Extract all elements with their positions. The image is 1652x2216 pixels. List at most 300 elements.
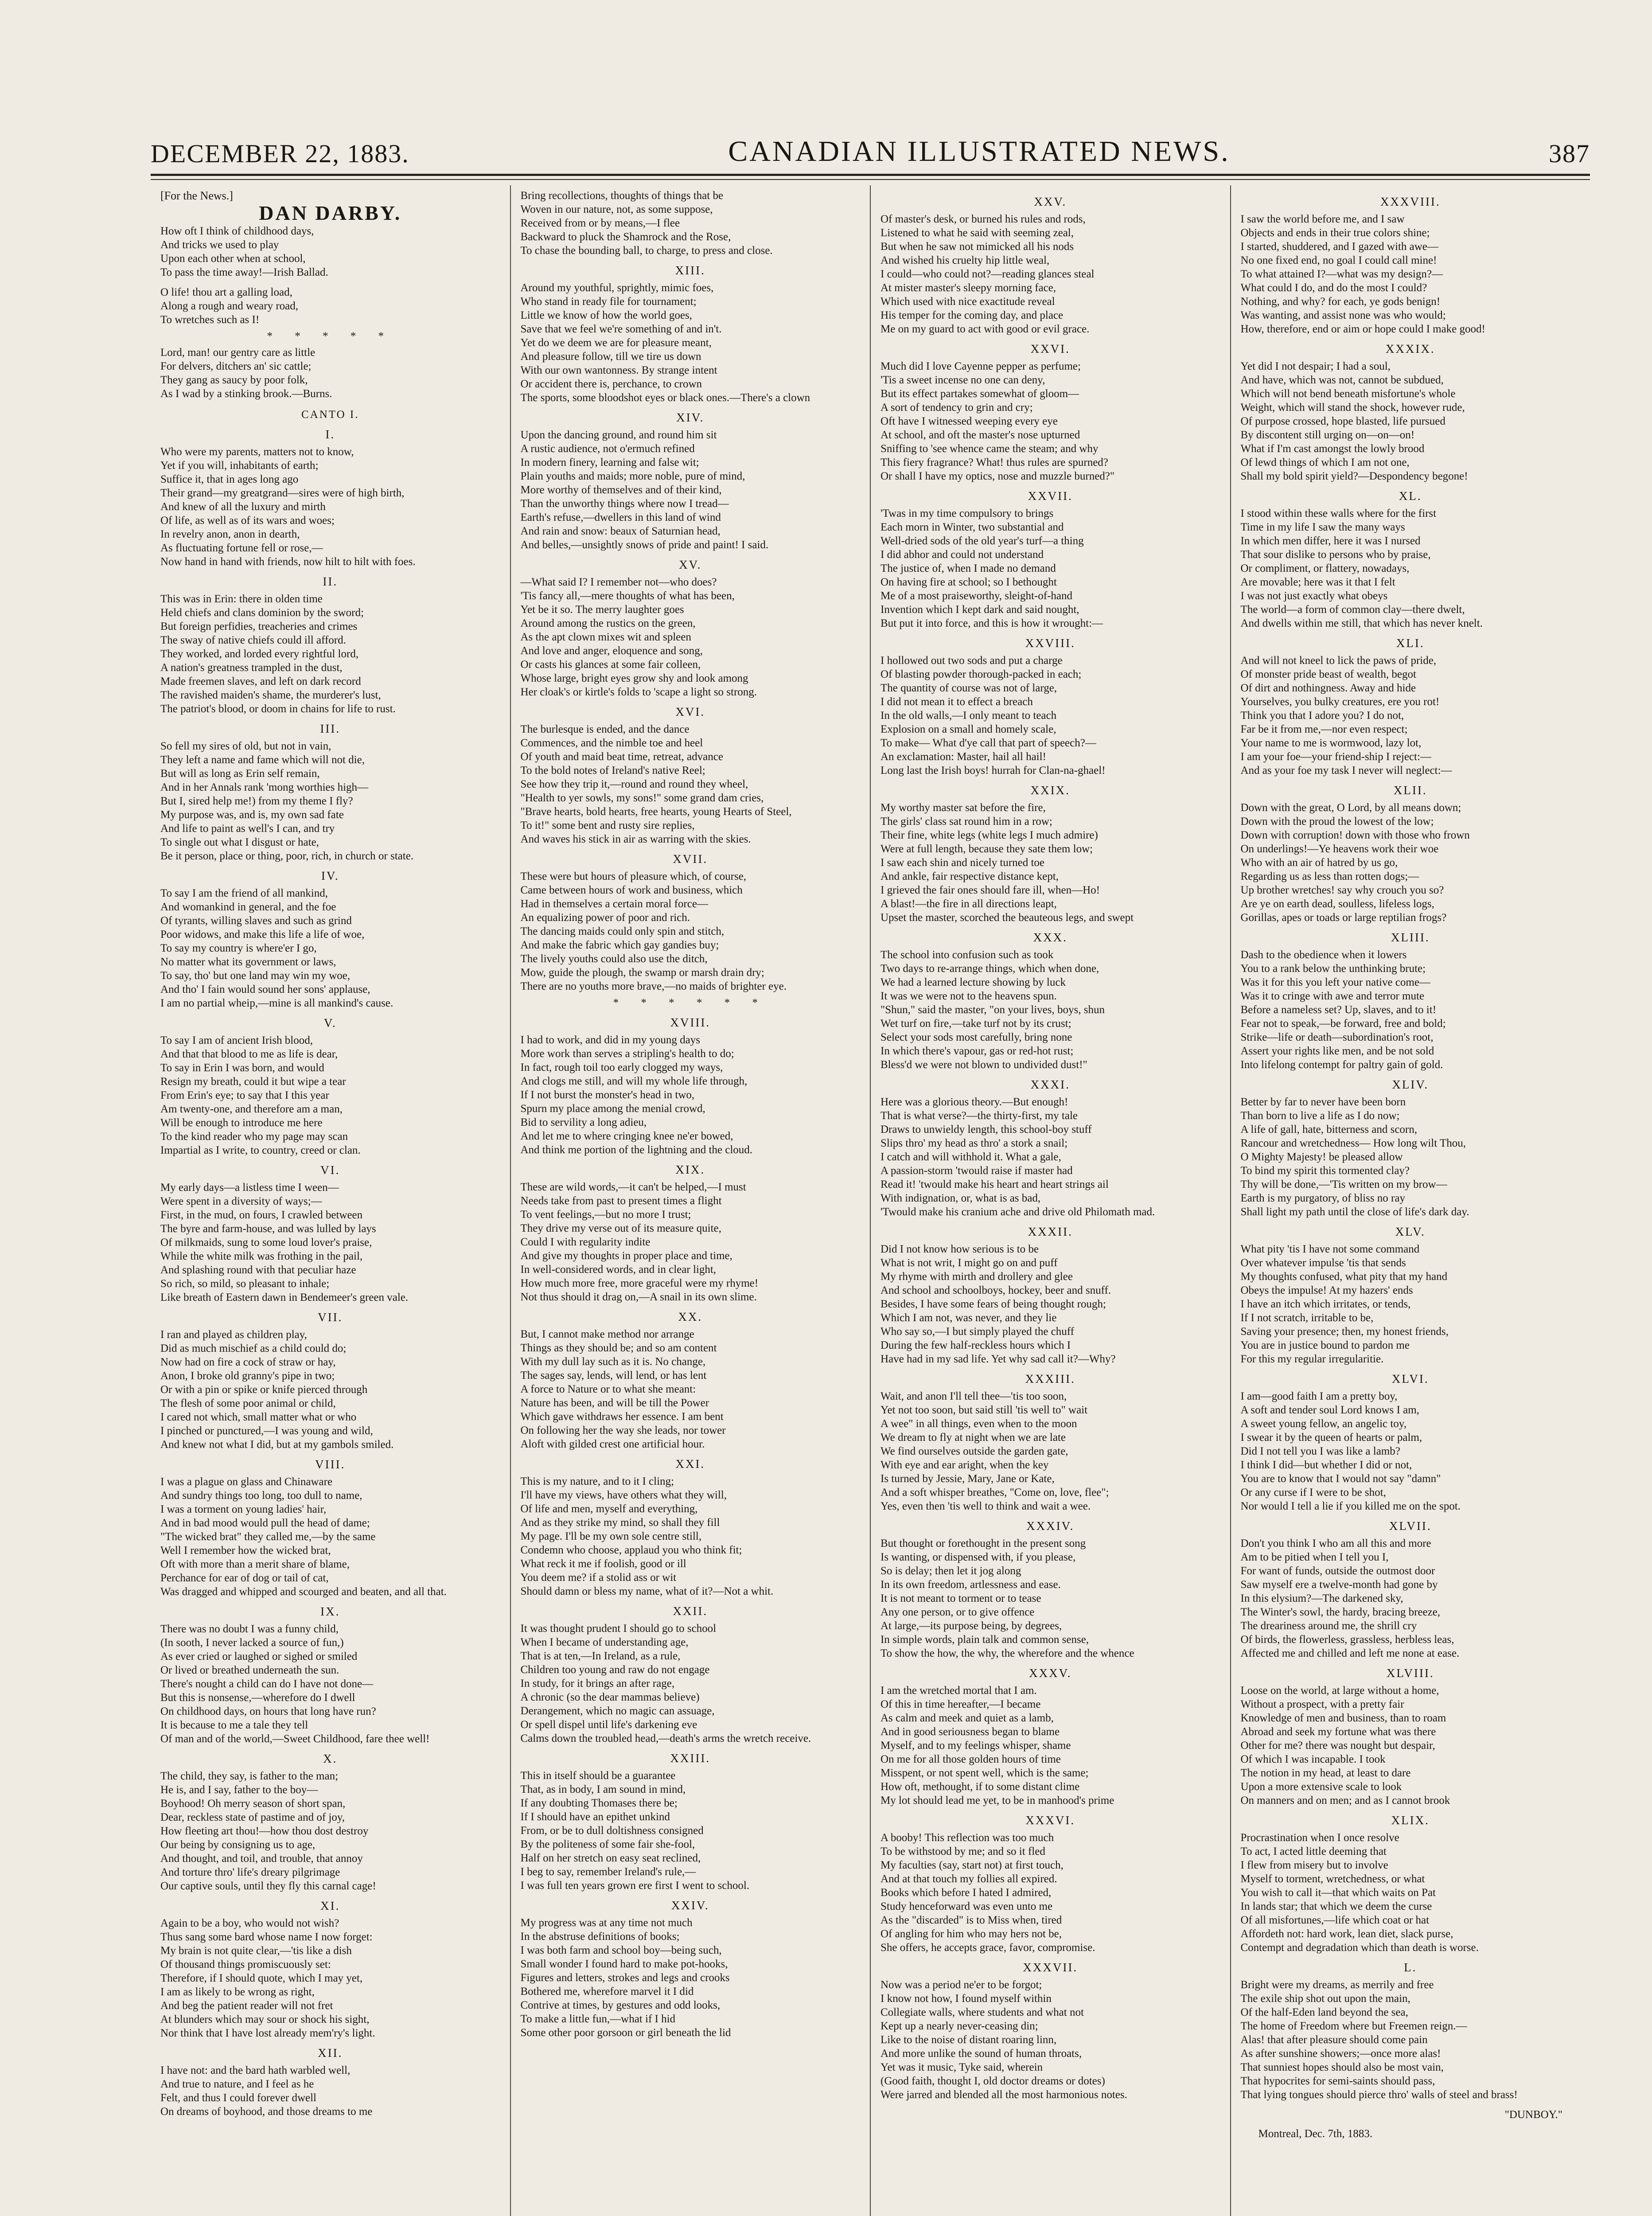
stanza-number: XXXIII. (1025, 1372, 1075, 1385)
verse-line: Half on her stretch on easy seat reclined, (520, 1852, 701, 1864)
text-columns (151, 185, 1590, 2216)
verse-line: Wet turf on fire,—take turf not by its crust; (881, 1018, 1071, 1030)
verse-line: Yet not too soon, but said still 'tis well to" wait (881, 1404, 1088, 1416)
verse-line: It was we were not to the heavens spun. (881, 990, 1057, 1002)
verse-line: Backward to pluck the Shamrock and the Rose, (520, 231, 731, 243)
verse-line: Were at full length, because they sate them low; (881, 843, 1093, 855)
verse-line: And pleasure follow, till we tire us down (520, 351, 701, 363)
verse-line: At mister master's sleepy morning face, (881, 282, 1056, 294)
verse-line: Nor would I tell a lie if you killed me on the spot. (1240, 1500, 1461, 1512)
stanza-number: XXXVIII. (1380, 195, 1441, 208)
stanza-number: XXIII. (670, 1752, 711, 1765)
verse-line: A soft and tender soul Lord knows I am, (1240, 1404, 1419, 1416)
verse-line: The Winter's sowl, the hardy, bracing breeze, (1240, 1606, 1441, 1618)
verse-line: I was full ten years grown ere first I went to school. (520, 1880, 750, 1892)
verse-line: Nor think that I have lost already mem'ry's light. (160, 2027, 375, 2039)
verse-line: I saw the world before me, and I saw (1240, 213, 1405, 225)
verse-line: The dreariness around me, the shrill cry (1240, 1620, 1417, 1632)
verse-line: And have, which was not, cannot be subdued, (1240, 374, 1444, 386)
verse-line: What pity 'tis I have not some command (1240, 1243, 1420, 1255)
verse-line: Will be enough to introduce me here (160, 1117, 323, 1129)
verse-line: Around among the rustics on the green, (520, 617, 696, 629)
verse-line: Like to the noise of distant roaring linn, (881, 2034, 1057, 2046)
verse-line: Upset the master, scorched the beauteous legs, and swept (881, 912, 1134, 924)
verse-line: Am twenty-one, and therefore am a man, (160, 1103, 343, 1115)
verse-line: And torture thro' life's dreary pilgrimage (160, 1866, 340, 1878)
verse-line: Nothing, and why? for each, ye gods benign! (1240, 296, 1441, 308)
stanza-number: II. (323, 575, 338, 588)
stanza-number: XXXIX. (1385, 342, 1435, 355)
verse-line: The exile ship shot out upon the main, (1240, 1993, 1410, 2005)
verse-line: They worked, and lorded every rightful lord, (160, 648, 359, 660)
verse-line: Had in themselves a certain moral force— (520, 898, 708, 910)
verse-line: And clogs me still, and will my whole life through, (520, 1075, 748, 1087)
verse-line: At large,—its purpose being, by degrees, (881, 1620, 1062, 1632)
verse-line: That sunniest hopes should also be most vain, (1240, 2061, 1444, 2073)
verse-line: To what attained I?—what was my design?— (1240, 268, 1443, 280)
verse-line: Felt, and thus I could forever dwell (160, 2092, 316, 2104)
issue-date: DECEMBER 22, 1883. (151, 139, 409, 168)
verse-line: To show the how, the why, the wherefore and the whence (881, 1647, 1134, 1659)
verse-line: I am as likely to be wrong as right, (160, 1986, 315, 1998)
verse-line: Save that we feel we're something of and in't. (520, 323, 722, 335)
verse-line: I have not: and the bard hath warbled well, (160, 2064, 351, 2076)
verse-line: You to a rank below the unthinking brute; (1240, 963, 1426, 975)
verse-line: Upon each other when at school, (160, 253, 306, 265)
verse-line: A sweet young fellow, an angelic toy, (1240, 1418, 1407, 1430)
verse-line: As the apt clown mixes wit and spleen (520, 631, 691, 643)
verse-line: Not thus should it drag on,—A snail in its own slime. (520, 1291, 757, 1303)
verse-line: Or shall I have my optics, nose and muzzle burned?" (881, 470, 1115, 482)
verse-line: An exclamation: Master, hail all hail! (881, 751, 1046, 763)
verse-line: A blast!—the fire in all directions leapt, (881, 898, 1057, 910)
verse-line: I catch and will withhold it. What a gale, (881, 1151, 1061, 1163)
verse-line: And knew of all the luxury and mirth (160, 501, 326, 513)
verse-line: To it!" some bent and rusty sire replies, (520, 819, 695, 831)
verse-line: Listened to what he said with seeming zeal, (881, 227, 1074, 239)
verse-line: On me for all those golden hours of time (881, 1753, 1061, 1765)
verse-line: At school, and oft the master's nose upturned (881, 429, 1080, 441)
stanza-number: XLIV. (1392, 1078, 1429, 1091)
stanza-number: III. (320, 722, 341, 735)
verse-line: On following her the way she leads, nor tower (520, 1424, 726, 1436)
stanza-number: VIII. (315, 1458, 346, 1471)
verse-line: Mow, guide the plough, the swamp or marsh drain dry; (520, 967, 764, 979)
stanza-number: XX. (678, 1310, 703, 1323)
verse-line: For this my regular irregularitie. (1240, 1353, 1384, 1365)
verse-line: And sundry things too long, too dull to name, (160, 1490, 362, 1502)
verse-line: Did as much mischief as a child could do; (160, 1342, 347, 1354)
verse-line: Besides, I have some fears of being thought rough; (881, 1298, 1106, 1310)
verse-line: That is what verse?—the thirty-first, my tale (881, 1110, 1078, 1122)
verse-line: Of master's desk, or burned his rules and rods, (881, 213, 1086, 225)
verse-line: And love and anger, eloquence and song, (520, 645, 703, 657)
verse-line: So is delay; then let it jog along (881, 1565, 1021, 1577)
verse-line: A rustic audience, not o'ermuch refined (520, 443, 695, 455)
verse-line: In this elysium?—The darkened sky, (1240, 1592, 1403, 1604)
verse-line: Me on my guard to act with good or evil grace. (881, 323, 1090, 335)
verse-line: By discontent still urging on—on—on! (1240, 429, 1415, 441)
verse-line: They drive my verse out of its measure quite, (520, 1222, 721, 1234)
verse-line: Sniffing to 'see whence came the steam; and why (881, 443, 1099, 455)
verse-line: Of this in time hereafter,—I became (881, 1698, 1041, 1710)
verse-line: Anon, I broke old granny's pipe in two; (160, 1370, 335, 1382)
verse-line: Yet do we deem we are for pleasure meant, (520, 337, 712, 349)
verse-line: My worthy master sat before the fire, (881, 802, 1046, 814)
verse-line: Woven in our nature, not, as some suppose, (520, 203, 713, 215)
verse-line: The dancing maids could only spin and stitch, (520, 925, 725, 937)
verse-line: Was wanting, and assist none was who would; (1240, 309, 1446, 321)
verse-line: Oft have I witnessed weeping every eye (881, 415, 1058, 427)
stanza-number: XLI. (1396, 636, 1425, 650)
verse-line: Books which before I hated I admired, (881, 1887, 1052, 1899)
verse-line: Down with the proud the lowest of the low; (1240, 815, 1434, 827)
stanza-number: XLIX. (1391, 1814, 1430, 1827)
stanza-number: XXII. (673, 1604, 708, 1618)
verse-line: Commences, and the nimble toe and heel (520, 737, 703, 749)
verse-line: To say I am of ancient Irish blood, (160, 1034, 313, 1046)
verse-line: This is my nature, and to it I cling; (520, 1475, 674, 1487)
verse-line: Select your sods most carefully, bring none (881, 1031, 1072, 1043)
verse-line: I have an itch which irritates, or tends, (1240, 1298, 1411, 1310)
verse-line: Did I not know how serious is to be (881, 1243, 1039, 1255)
verse-line: Were jarred and blended all the most harmonious notes. (881, 2089, 1127, 2101)
verse-line: Or accident there is, perchance, to crown (520, 378, 702, 390)
verse-line: My lot should lead me yet, to be in manhood's prime (881, 1795, 1114, 1806)
verse-line: Regarding us as less than rotten dogs;— (1240, 870, 1419, 882)
verse-line: Received from or by means,—I flee (520, 217, 680, 229)
verse-line: The justice of, when I made no demand (881, 562, 1056, 574)
verse-line: What if I'm cast amongst the lowly brood (1240, 443, 1425, 455)
verse-line: I beg to say, remember Ireland's rule,— (520, 1866, 696, 1878)
verse-line: This was in Erin: there in olden time (160, 593, 323, 605)
verse-line: We find ourselves outside the garden gate, (881, 1445, 1068, 1457)
verse-line: Fear not to speak,—be forward, free and bold; (1240, 1018, 1446, 1030)
verse-line: First, in the mud, on fours, I crawled between (160, 1209, 363, 1221)
verse-line: And wished his cruelty hip little weal, (881, 254, 1050, 266)
stanza-number: XXXI. (1030, 1078, 1070, 1091)
verse-line: And life to paint as well's I can, and try (160, 823, 335, 835)
verse-line: On dreams of boyhood, and those dreams to me (160, 2106, 373, 2118)
verse-line: And that that blood to me as life is dear, (160, 1048, 338, 1060)
verse-line: That is at ten,—In Ireland, as a rule, (520, 1650, 681, 1662)
stanza-number: XXI. (675, 1457, 705, 1471)
verse-line: Far be it from me,—nor even respect; (1240, 723, 1408, 735)
verse-line: To be withstood by me; and so it fled (881, 1845, 1045, 1857)
verse-line: I was both farm and school boy—being such, (520, 1944, 722, 1956)
stanza-number: XXVIII. (1025, 636, 1075, 650)
verse-line: Things as they should be; and so am content (520, 1342, 717, 1354)
verse-line: The byre and farm-house, and was lulled by lays (160, 1223, 376, 1235)
verse-line: I did not mean it to effect a breach (881, 696, 1033, 708)
verse-line: Suffice it, that in ages long ago (160, 473, 299, 485)
verse-line: Who say so,—I but simply played the chuff (881, 1326, 1074, 1338)
verse-line: What reck it me if foolish, good or ill (520, 1558, 686, 1570)
verse-line: With my dull lay such as it is. No change, (520, 1356, 706, 1368)
verse-line: For want of funds, outside the outmost door (1240, 1565, 1435, 1577)
stanza-number: XXIX. (1030, 784, 1070, 797)
verse-line: They gang as saucy by poor folk, (160, 374, 308, 386)
stanza-number: XLII. (1393, 784, 1427, 797)
stanza-number: IX. (320, 1605, 340, 1618)
verse-line: As after sunshine showers;—once more alas! (1240, 2048, 1441, 2060)
verse-line: The world—a form of common clay—there dwelt, (1240, 604, 1465, 616)
verse-line: Better by far to never have been born (1240, 1096, 1406, 1108)
verse-line: Is turned by Jessie, Mary, Jane or Kate, (881, 1473, 1055, 1485)
verse-line: Or any curse if I were to be shot, (1240, 1486, 1386, 1498)
stanza-number: IV. (321, 869, 339, 882)
verse-line: My progress was at any time not much (520, 1917, 693, 1929)
verse-line: "Health to yer sowls, my sons!" some grand dam cries, (520, 792, 764, 804)
verse-line: Any one person, or to give offence (881, 1606, 1035, 1618)
verse-line: There are no youths more brave,—no maids of brighter eye. (520, 980, 787, 992)
stanza-number: V. (323, 1016, 337, 1030)
verse-line: But, I cannot make method nor arrange (520, 1328, 694, 1340)
stanza-number: X. (323, 1752, 338, 1765)
verse-line: I did abhor and could not understand (881, 549, 1044, 561)
verse-line: Around my youthful, sprightly, mimic foes, (520, 282, 714, 294)
verse-line: Gorillas, apes or toads or large reptilian frogs? (1240, 912, 1447, 924)
verse-line: That sour dislike to persons who by praise, (1240, 549, 1431, 561)
column-4 (1230, 185, 1590, 2216)
verse-line: Upon the dancing ground, and round him sit (520, 429, 717, 441)
verse-line: Should damn or bless my name, what of it?—Not a whit. (520, 1585, 774, 1597)
verse-line: In the old walls,—I only meant to teach (881, 710, 1057, 722)
stanza-number: XI. (320, 1899, 340, 1912)
verse-line: And in bad mood would pull the head of dame; (160, 1517, 370, 1529)
verse-line: Boyhood! Oh merry season of short span, (160, 1798, 346, 1810)
author-signature: "DUNBOY." (1504, 2109, 1562, 2121)
verse-line: The quantity of course was not of large, (881, 682, 1057, 694)
verse-line: And dwells within me still, that which has never knelt. (1240, 617, 1483, 629)
verse-line: I could—who could not?—reading glances steal (881, 268, 1095, 280)
verse-line: The girls' class sat round him in a row; (881, 815, 1052, 827)
verse-line: And will not kneel to lick the paws of pride, (1240, 655, 1437, 667)
verse-line: Impartial as I write, to country, creed or clan. (160, 1144, 361, 1156)
verse-line: Bothered me, wherefore marvel it I did (520, 1986, 694, 1998)
verse-line: Alas! that after pleasure should come pain (1240, 2034, 1428, 2046)
verse-line: Bid to servility a long adieu, (520, 1116, 647, 1128)
verse-line: I ran and played as children play, (160, 1329, 307, 1341)
verse-line: On having fire at school; so I bethought (881, 576, 1057, 588)
verse-line: My purpose was, and is, my own sad fate (160, 809, 344, 821)
verse-line: More work than serves a stripling's health to do; (520, 1048, 734, 1060)
header-rule-thin (151, 179, 1590, 180)
verse-line: With indignation, or, what is as bad, (881, 1192, 1041, 1204)
verse-line: Perchance for ear of dog or tail of cat, (160, 1572, 329, 1584)
verse-line: And think me portion of the lightning and the cloud. (520, 1144, 753, 1156)
verse-line: Or lived or breathed underneath the sun. (160, 1664, 339, 1676)
verse-line: In fact, rough toil too early clogged my ways, (520, 1061, 723, 1073)
verse-line: Or casts his glances at some fair colleen, (520, 659, 701, 671)
verse-line: To vent feelings,—but no more I trust; (520, 1209, 691, 1221)
verse-line: For delvers, ditchers an' sic cattle; (160, 360, 312, 372)
verse-line: There's nought a child can do I have not done— (160, 1678, 374, 1690)
verse-line: Thus sang some bard whose name I now forget: (160, 1931, 373, 1943)
verse-line: Or with a pin or spike or knife pierced through (160, 1384, 368, 1396)
poem-title: DAN DARBY. (259, 202, 402, 224)
verse-line: If I not scratch, irritable to be, (1240, 1312, 1374, 1324)
verse-line: It is because to me a tale they tell (160, 1719, 308, 1731)
verse-line: Of man and of the world,—Sweet Childhood, fare thee well! (160, 1733, 430, 1745)
verse-line: To wretches such as I! (160, 314, 260, 326)
stanza-number: XII. (318, 2046, 343, 2060)
stanza-number: L. (1404, 1961, 1417, 1974)
verse-line: At blunders which may sour or shock his sight, (160, 2013, 370, 2025)
verse-line: Than born to live a life as I do now; (1240, 1110, 1400, 1122)
verse-line: What could I do, and do the most I could? (1240, 282, 1427, 294)
verse-line: As I wad by a stinking brook.—Burns. (160, 388, 332, 400)
stanza-number: XLIII. (1391, 931, 1430, 944)
verse-line: Could I with regularity indite (520, 1236, 651, 1248)
verse-line: And let me to where cringing knee ne'er bowed, (520, 1130, 733, 1142)
verse-line: To chase the bounding ball, to charge, to press and close. (520, 245, 773, 257)
verse-line: Yet did I not despair; I had a soul, (1240, 360, 1391, 372)
verse-line: Yes, even then 'tis well to think and wait a wee. (881, 1500, 1091, 1512)
verse-line: When I became of understanding age, (520, 1636, 689, 1648)
stanza-number: XLVIII. (1386, 1666, 1434, 1680)
verse-line: I hollowed out two sods and put a charge (881, 655, 1063, 667)
verse-line: How much more free, more graceful were my rhyme! (520, 1277, 759, 1289)
verse-line: I am—good faith I am a pretty boy, (1240, 1390, 1398, 1402)
verse-line: Like breath of Eastern dawn in Bendemeer's green vale. (160, 1291, 409, 1303)
verse-line: I was not just exactly what obeys (1240, 590, 1388, 602)
verse-line: In the abstruse definitions of books; (520, 1931, 680, 1943)
verse-line: And splashing round with that peculiar haze (160, 1264, 356, 1276)
verse-line: Study henceforward was even unto me (881, 1900, 1053, 1912)
verse-line: During the few half-reckless hours which I (881, 1339, 1071, 1351)
stanza-number: XXXII. (1028, 1225, 1073, 1238)
verse-line: Of life and men, myself and everything, (520, 1503, 698, 1515)
stanza-number: XLVII. (1389, 1519, 1432, 1533)
verse-line: Now hand in hand with friends, now hilt to hilt with foes. (160, 556, 416, 568)
verse-line: His temper for the coming day, and place (881, 309, 1064, 321)
verse-line: While the white milk was frothing in the pail, (160, 1250, 363, 1262)
verse-line: And waves his stick in air as warring with the skies. (520, 833, 751, 845)
verse-line: If any doubting Thomases there be; (520, 1797, 678, 1809)
verse-line: And tho' I fain would sound her sons' applause, (160, 983, 370, 995)
verse-line: Yourselves, you bulky creatures, ere you rot! (1240, 696, 1440, 708)
verse-line: Affected me and chilled and left me none at ease. (1240, 1647, 1460, 1659)
verse-line: Our captive souls, until they fly this carnal cage! (160, 1880, 376, 1892)
verse-line: To say my country is where'er I go, (160, 942, 317, 954)
verse-line: Myself, and to my feelings whisper, shame (881, 1740, 1071, 1752)
verse-line: Of the half-Eden land beyond the sea, (1240, 2006, 1408, 2018)
stanza-number: XV. (679, 558, 702, 571)
verse-line: This fiery fragrance? What! thus rules are spurned? (881, 456, 1108, 468)
verse-line: I cared not which, small matter what or who (160, 1411, 357, 1423)
verse-line: Am to be pitied when I tell you I, (1240, 1551, 1389, 1563)
verse-line: Of tyrants, willing slaves and such as grind (160, 915, 352, 927)
verse-line: My brain is not quite clear,—'tis like a dish (160, 1945, 352, 1957)
verse-line: I pinched or punctured,—I was young and wild, (160, 1425, 373, 1437)
verse-line: Obeys the impulse! At my hazers' ends (1240, 1284, 1413, 1296)
verse-line: That hypocrites for semi-saints should pass, (1240, 2075, 1435, 2087)
verse-line: No matter what its government or laws, (160, 956, 336, 968)
verse-line: Resign my breath, could it but wipe a tear (160, 1076, 346, 1088)
verse-line: We had a learned lecture showing by luck (881, 976, 1066, 988)
verse-line: Was it for this you left your native come— (1240, 976, 1430, 988)
stanza-number: XLVI. (1391, 1372, 1429, 1385)
stanza-number: XVI. (675, 705, 705, 718)
column-3 (870, 185, 1230, 2216)
verse-line: Saving your presence; then, my honest friends, (1240, 1326, 1449, 1338)
verse-line: In lands star; that which we deem the curse (1240, 1900, 1432, 1912)
verse-line: Of which I was incapable. I took (1240, 1753, 1386, 1765)
verse-line: By the politeness of some fair she-fool, (520, 1838, 695, 1850)
verse-line: In revelry anon, anon in dearth, (160, 528, 300, 540)
verse-line: Calms down the troubled head,—death's arms the wretch receive. (520, 1732, 811, 1744)
ornament-stars: * * * * * (267, 330, 394, 342)
verse-line: In its own freedom, artlessness and ease. (881, 1579, 1061, 1591)
verse-line: Our being by consigning us to age, (160, 1839, 316, 1851)
verse-line: Was it to cringe with awe and terror mute (1240, 990, 1425, 1002)
verse-line: In which there's vapour, gas or red-hot rust; (881, 1045, 1074, 1057)
verse-line: Of angling for him who may hers not be, (881, 1928, 1062, 1940)
verse-line: I had to work, and did in my young days (520, 1034, 701, 1046)
verse-line: To say in Erin I was born, and would (160, 1062, 324, 1074)
verse-line: The flesh of some poor animal or child, (160, 1397, 336, 1409)
verse-line: Strike—life or death—subordination's root, (1240, 1031, 1434, 1043)
verse-line: Don't you think I who am all this and more (1240, 1537, 1431, 1549)
verse-line: Thy will be done,—'Tis written on my brow— (1240, 1178, 1447, 1190)
verse-line: Kept up a nearly never-ceasing din; (881, 2020, 1038, 2032)
verse-line: Of youth and maid beat time, retreat, advance (520, 751, 723, 763)
verse-line: A wee" in all things, even when to the moon (881, 1418, 1077, 1430)
verse-line: 'Twas in my time compulsory to brings (881, 507, 1054, 519)
verse-line: So rich, so mild, so pleasant to inhale; (160, 1278, 330, 1290)
verse-line: To the kind reader who my page may scan (160, 1131, 348, 1143)
verse-line: With eye and ear aright, when the key (881, 1459, 1049, 1471)
verse-line: But this is nonsense,—wherefore do I dwell (160, 1692, 355, 1704)
verse-line: You wish to call it—that which waits on Pat (1240, 1887, 1436, 1899)
verse-line: I swear it by the queen of hearts or palm, (1240, 1432, 1422, 1444)
verse-line: Loose on the world, at large without a home, (1240, 1685, 1439, 1697)
stanza-number: XXIV. (671, 1899, 709, 1912)
verse-line: I was a plague on glass and Chinaware (160, 1476, 333, 1488)
verse-line: How, therefore, end or aim or hope could I make good! (1240, 323, 1485, 335)
stanza-number: XXX. (1033, 931, 1068, 944)
verse-line: Held chiefs and clans dominion by the sword; (160, 607, 364, 619)
verse-line: Were spent in a diversity of ways;— (160, 1195, 322, 1207)
verse-line: Which gave withdraws her essence. I am bent (520, 1411, 724, 1423)
verse-line: I am no partial wheip,—mine is all mankind's cause. (160, 997, 394, 1009)
verse-line: Knowledge of men and business, than to roam (1240, 1712, 1446, 1724)
verse-line: Dear, reckless state of pastime and of joy, (160, 1811, 345, 1823)
verse-line: See how they trip it,—round and round they wheel, (520, 778, 748, 790)
verse-line: Contrive at times, by gestures and odd looks, (520, 1999, 721, 2011)
verse-line: Is wanting, or dispensed with, if you please, (881, 1551, 1076, 1563)
verse-line: Explosion on a small and homely scale, (881, 723, 1056, 735)
verse-line: You are in justice bound to pardon me (1240, 1339, 1410, 1351)
verse-line: "Brave hearts, bold hearts, free hearts, young Hearts of Steel, (520, 806, 792, 818)
verse-line: The school into confusion such as took (881, 949, 1054, 961)
verse-line: But foreign perfidies, treacheries and crimes (160, 620, 358, 632)
verse-line: And in her Annals rank 'mong worthies high— (160, 781, 369, 793)
verse-line: Collegiate walls, where students and what not (881, 2006, 1084, 2018)
verse-line: As fluctuating fortune fell or rose,— (160, 542, 323, 554)
verse-line: Be it person, place or thing, poor, rich, in church or state. (160, 850, 414, 862)
verse-line: But will as long as Erin self remain, (160, 768, 320, 780)
verse-line: That lying tongues should pierce thro' walls of steel and brass! (1240, 2089, 1518, 2101)
verse-line: With our own wantonness. By strange intent (520, 364, 717, 376)
stanza-number: XXXIV. (1026, 1519, 1075, 1533)
page-header (151, 129, 1590, 168)
verse-line: Of blasting powder thorough-packed in each; (881, 668, 1082, 680)
verse-line: Shall light my path until the close of life's dark day. (1240, 1206, 1469, 1218)
verse-line: Derangement, which no magic can assuage, (520, 1705, 715, 1717)
verse-line: (In sooth, I never lacked a source of fun,) (160, 1637, 344, 1649)
